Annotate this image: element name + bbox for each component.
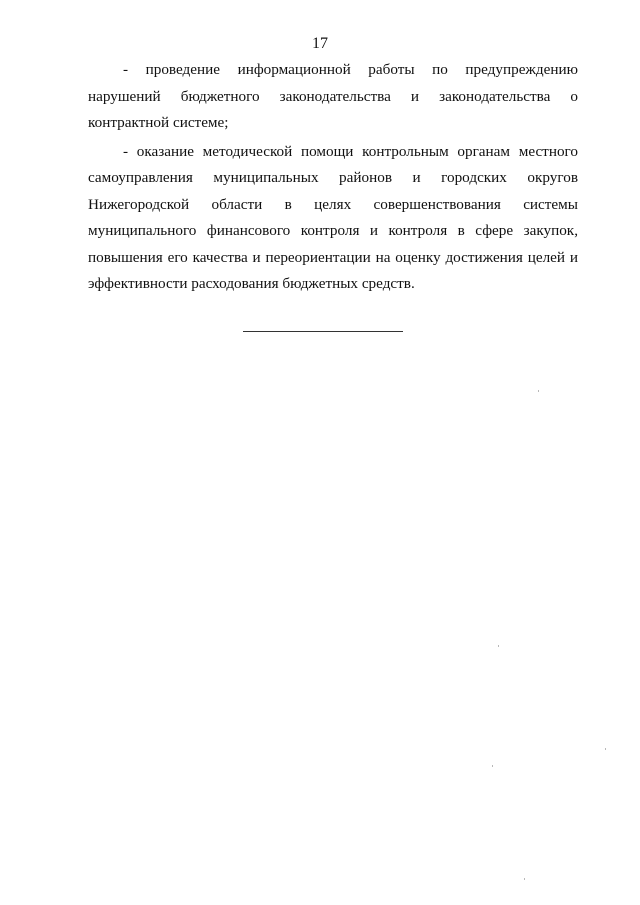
scan-speck [498, 645, 499, 647]
scan-speck [524, 878, 525, 880]
scan-speck [538, 390, 539, 392]
page-number: 17 [312, 35, 328, 52]
closing-separator-line [243, 331, 403, 332]
scan-speck [605, 748, 606, 750]
scan-speck [492, 765, 493, 767]
document-body [88, 57, 578, 300]
paragraph-methodical-assistance: - оказание методической помощи контрольным органам местного самоуправления муниципальных районов и городских округов Нижегородской области в целях совершенствования системы муниципального финансового контроля и контроля в сфере закупок, повышения его качества и переориентации на оценку достижения целей и эффективности расходования бюджетных средств. [88, 142, 578, 292]
paragraph-prevention-work: - проведение информационной работы по предупреждению нарушений бюджетного законодательства и законодательства о контрактной системе; [88, 61, 578, 131]
